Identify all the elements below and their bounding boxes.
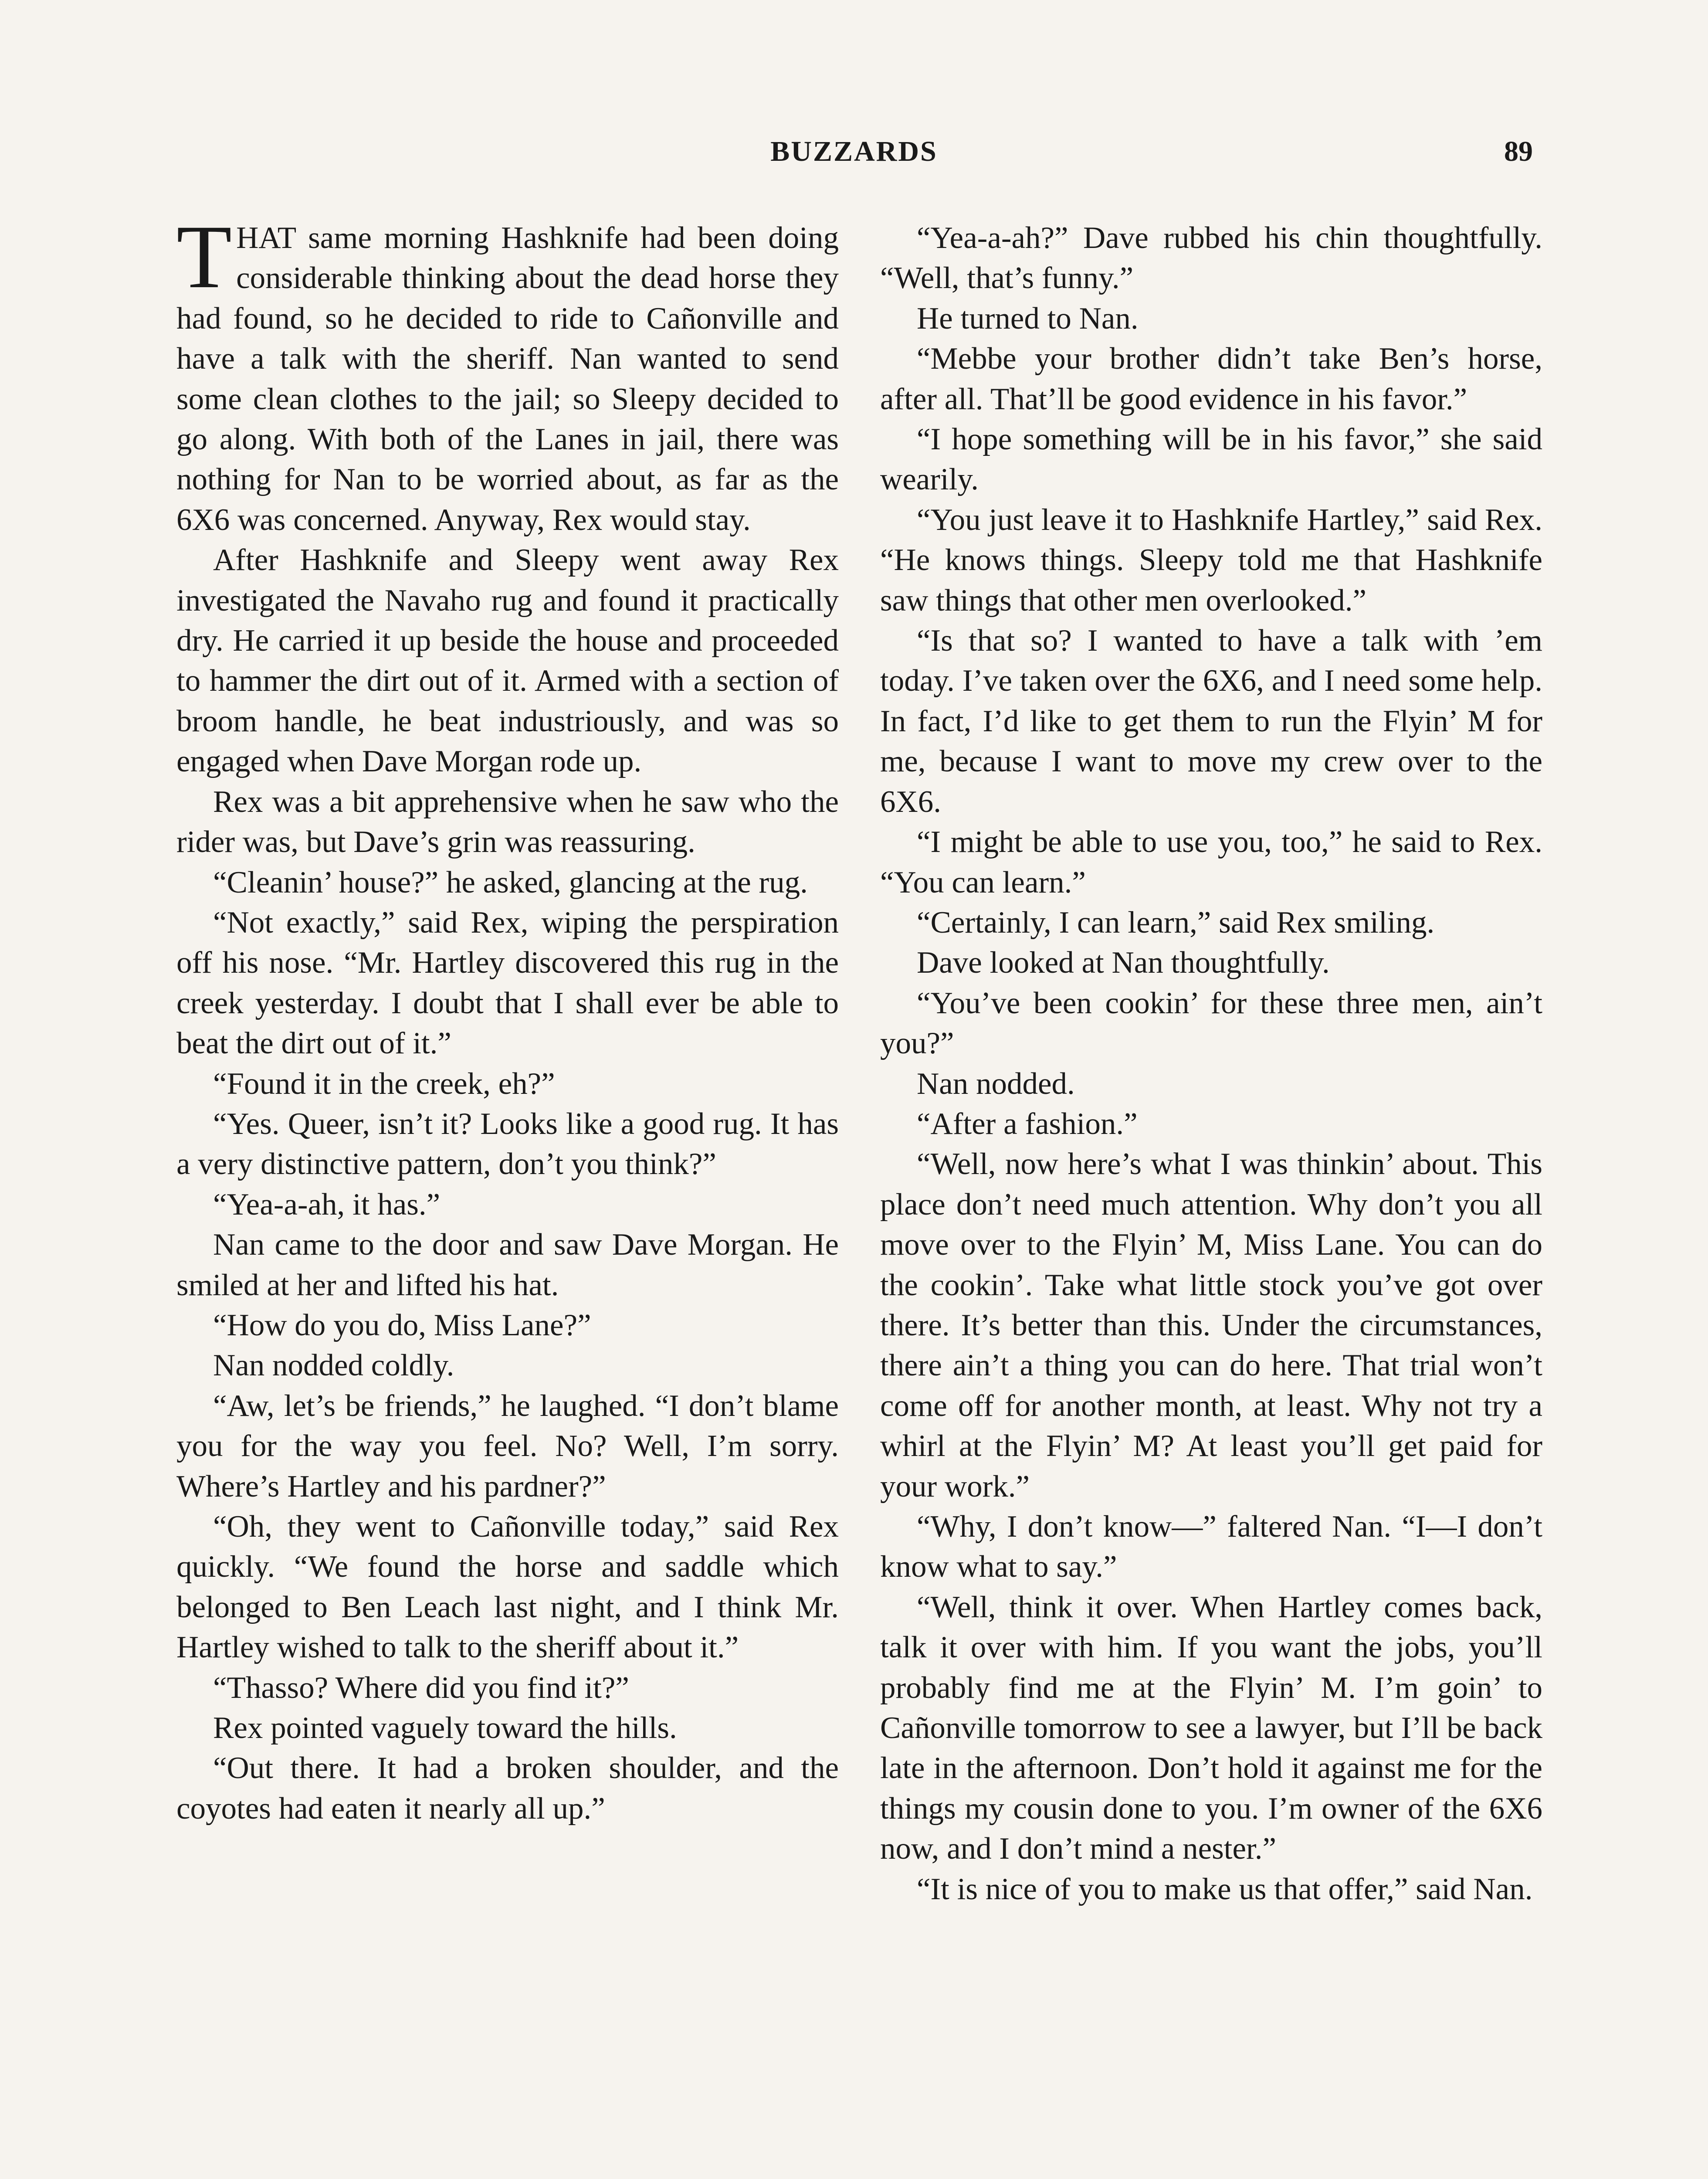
paragraph: “Yes. Queer, isn’t it? Looks like a good rug. It has a very distinctive pattern, don’t you think?” (176, 1106, 839, 1181)
paragraph: “Is that so? I wanted to have a talk with ’em today. I’ve taken over the 6X6, and I need some help. In fact, I’d like to get them to run the Flyin’ M for me, because I want to move my crew over to the 6X6. (880, 624, 1542, 819)
paragraph: “I hope something will be in his favor,” she said wearily. (880, 422, 1542, 497)
paragraph: “Out there. It had a broken shoulder, and the coyotes had eaten it nearly all up.” (176, 1751, 839, 1826)
paragraph: “Oh, they went to Cañonville today,” said Rex quickly. “We found the horse and saddle which belonged to Ben Leach last night, and I think Mr. Hartley wished to talk to the sheriff about it.” (176, 1510, 839, 1665)
paragraph: “After a fashion.” (917, 1106, 1138, 1141)
paragraph: “Well, now here’s what I was thinkin’ about. This place don’t need much attention. Why don’t you all move over to the Flyin’ M, Miss Lane. You can do the cookin’. Take what little stock you’ve got over there. It’s better than this. Under the circumstances, there ain’t a thing you can do here. That trial won’t come off for another month, at least. Why not try a whirl at the Flyin’ M? At least you’ll get paid for your work.” (880, 1147, 1542, 1504)
opening-paragraph (176, 207, 839, 540)
page-number: 89 (1504, 136, 1533, 167)
paragraph: After Hashknife and Sleepy went away Rex investigated the Navaho rug and found it practically dry. He carried it up beside the house and proceeded to hammer the dirt out of it. Armed with a section of broom handle, he beat industriously, and was so engaged when Dave Morgan rode up. (176, 543, 839, 779)
paragraph: Rex pointed vaguely toward the hills. (213, 1711, 677, 1745)
paragraph: “Why, I don’t know—” faltered Nan. “I—I don’t know what to say.” (880, 1510, 1542, 1584)
paragraph: “Well, think it over. When Hartley comes back, talk it over with him. If you want the jobs, you’ll probably find me at the Flyin’ M. I’m goin’ to Cañonville tomorrow to see a lawyer, but I’ll be back late in the afternoon. Don’t hold it against me for the things my cousin done to you. I’m owner of the 6X6 now, and I don’t mind a nester.” (880, 1590, 1542, 1866)
paragraph: “Thasso? Where did you find it?” (213, 1670, 629, 1705)
paragraph: “Found it in the creek, eh?” (213, 1066, 555, 1101)
paragraph: “Cleanin’ house?” he asked, glancing at the rug. (213, 865, 808, 899)
paragraph: “It is nice of you to make us that offer,” said Nan. (917, 1872, 1533, 1906)
paragraph: “Aw, let’s be friends,” he laughed. “I don’t blame you for the way you feel. No? Well, I’m sorry. Where’s Hartley and his pardner?” (176, 1388, 839, 1504)
page-header (0, 135, 1708, 179)
running-title: BUZZARDS (770, 136, 938, 167)
paragraph: “Mebbe your brother didn’t take Ben’s horse, after all. That’ll be good evidence in his favor.” (880, 342, 1542, 416)
paragraph: “Not exactly,” said Rex, wiping the perspiration off his nose. “Mr. Hartley discovered this rug in the creek yesterday. I doubt that I shall ever be able to beat the dirt out of it.” (176, 905, 839, 1061)
paragraph: “You just leave it to Hashknife Hartley,” said Rex. “He knows things. Sleepy told me that Hashknife saw things that other men overlooked.” (880, 502, 1542, 618)
paragraph: He turned to Nan. (917, 301, 1139, 336)
paragraph: “You’ve been cookin’ for these three men, ain’t you?” (880, 986, 1542, 1061)
paragraph: Nan nodded. (917, 1066, 1075, 1101)
paragraph: Nan came to the door and saw Dave Morgan. He smiled at her and lifted his hat. (176, 1228, 839, 1302)
paragraph: “Yea-a-ah?” Dave rubbed his chin thoughtfully. “Well, that’s funny.” (880, 221, 1542, 295)
paragraph: “Yea-a-ah, it has.” (213, 1187, 441, 1222)
paragraph: “I might be able to use you, too,” he said to Rex. “You can learn.” (880, 825, 1542, 899)
paragraph: Dave looked at Nan thoughtfully. (917, 946, 1330, 980)
paragraph: “Certainly, I can learn,” said Rex smiling. (917, 905, 1435, 940)
paragraph: Nan nodded coldly. (213, 1348, 454, 1383)
left-column (176, 207, 839, 1829)
paragraph: Rex was a bit apprehensive when he saw who the rider was, but Dave’s grin was reassuring. (176, 784, 839, 859)
opening-paragraph-text: HAT same morning Hashknife had been doing considerable thinking about the dead horse they had found, so he decided to ride to Cañonville and have a talk with the sheriff. Nan wanted to send some clean clothes to the jail; so Sleepy decided to go along. With both of the Lanes in jail, there was nothing for Nan to be worried about, as far as the 6X6 was concerned. Anyway, Rex would stay. (176, 221, 839, 537)
paragraph: “How do you do, Miss Lane?” (213, 1308, 591, 1342)
right-column (880, 218, 1542, 1909)
drop-cap: T (176, 207, 232, 307)
